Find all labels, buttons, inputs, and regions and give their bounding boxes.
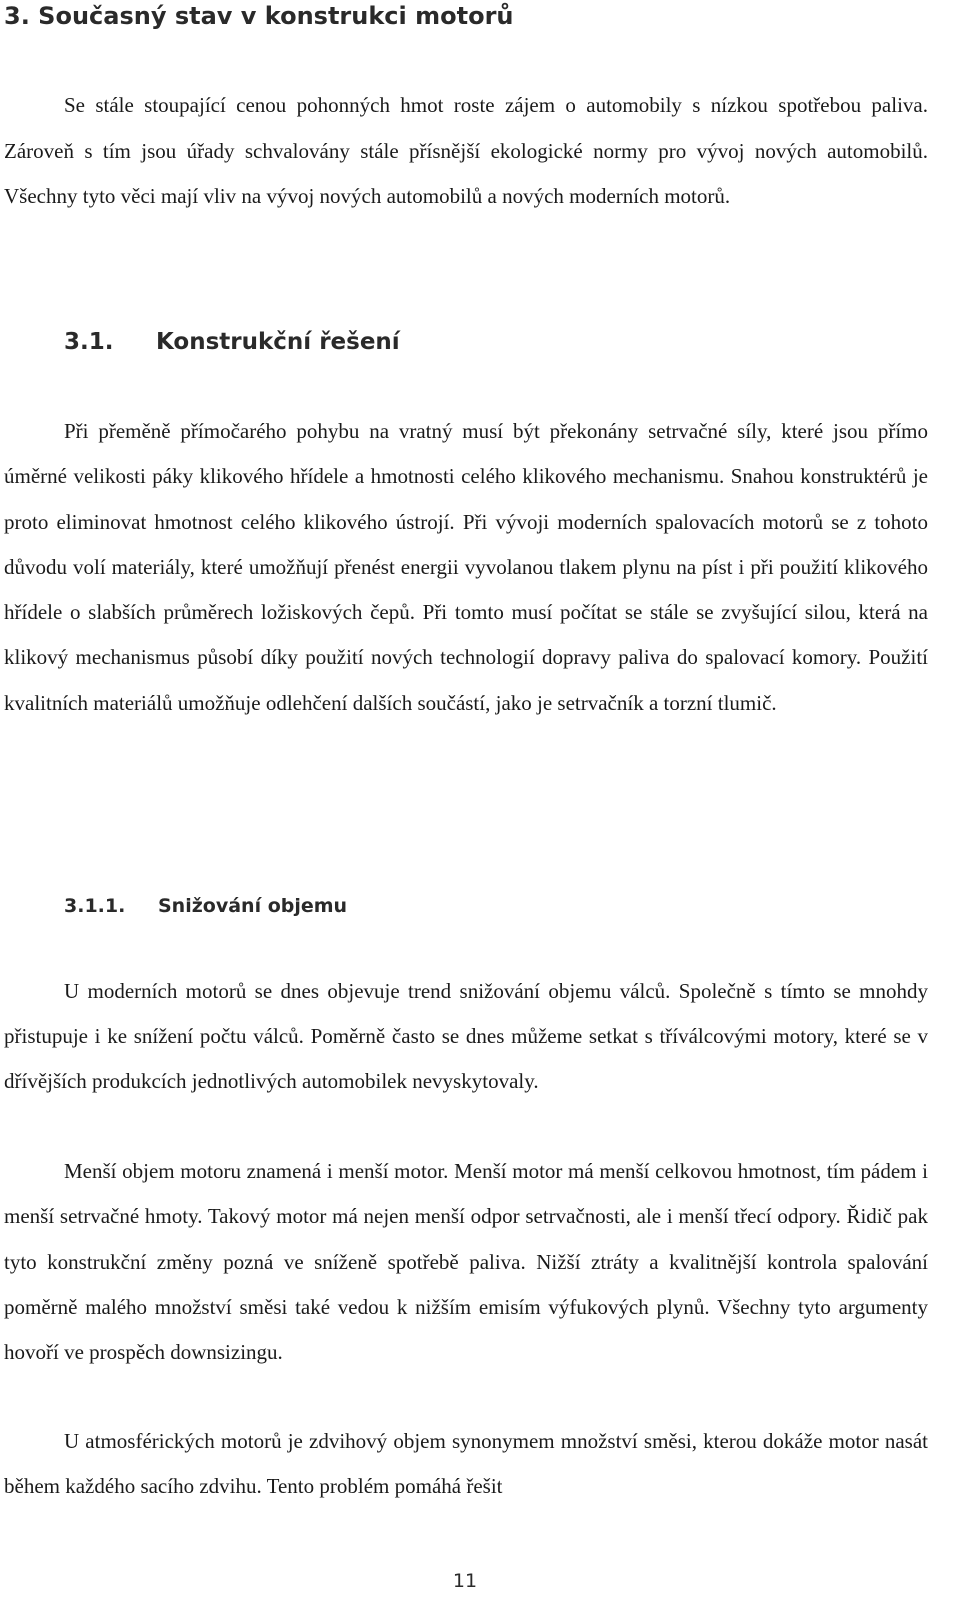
subsection-paragraph-3: U atmosférických motorů je zdvihový objem synonymem množství směsi, kterou dokáže motor nasát během každého sacího zdvihu. Tento problém pomáhá řešit bbox=[4, 1429, 928, 1498]
section-number: 3.1. bbox=[64, 329, 114, 355]
section-heading bbox=[64, 322, 400, 362]
chapter-heading: 3. Současný stav v konstrukci motorů bbox=[4, 2, 514, 30]
section-paragraph: Při přeměně přímočarého pohybu na vratný musí být překonány setrvačné síly, které jsou přímo úměrné velikosti páky klikového hřídele a hmotnosti celého klikového mechanismu. Snahou konstruktérů je proto eliminovat hmotnost celého klikového ústrojí. Při vývoji moderních spalovacích motorů se z tohoto důvodu volí materiály, které umožňují přenést energii vyvolanou tlakem plynu na píst i při použití klikového hřídele o slabších průměrech ložiskových čepů. Při tomto musí počítat se stále se zvyšující silou, která na klikový mechanismus působí díky použití nových technologií dopravy paliva do spalovací komory. Použití kvalitních materiálů umožňuje odlehčení dalších součástí, jako je setrvačník a torzní tlumič. bbox=[4, 419, 928, 715]
section-title: Konstrukční řešení bbox=[156, 329, 400, 355]
subsection-paragraph-1: U moderních motorů se dnes objevuje trend snižování objemu válců. Společně s tímto se mnohdy přistupuje i ke snížení počtu válců. Poměrně často se dnes můžeme setkat s tříválcovými motory, které se v dřívějších produkcích jednotlivých automobilek nevyskytovaly. bbox=[4, 979, 928, 1094]
page-number: 11 bbox=[452, 1570, 478, 1592]
subsection-heading bbox=[64, 889, 347, 923]
subsection-title: Snižování objemu bbox=[158, 895, 348, 917]
subsection-paragraph-2: Menší objem motoru znamená i menší motor. Menší motor má menší celkovou hmotnost, tím pádem i menší setrvačné hmoty. Takový motor má nejen menší odpor setrvačnosti, ale i menší třecí odpory. Řidič pak tyto konstrukční změny pozná ve sníženě spotřebě paliva. Nižší ztráty a kvalitnější kontrola spalování poměrně malého množství směsi také vedou k nižším emisím výfukových plynů. Všechny tyto argumenty hovoří ve prospěch downsizingu. bbox=[4, 1159, 928, 1365]
subsection-number: 3.1.1. bbox=[64, 895, 126, 917]
intro-paragraph: Se stále stoupající cenou pohonných hmot roste zájem o automobily s nízkou spotřebou paliva. Zároveň s tím jsou úřady schvalovány stále přísnější ekologické normy pro vývoj nových automobilů. Všechny tyto věci mají vliv na vývoj nových automobilů a nových moderních motorů. bbox=[4, 93, 928, 208]
